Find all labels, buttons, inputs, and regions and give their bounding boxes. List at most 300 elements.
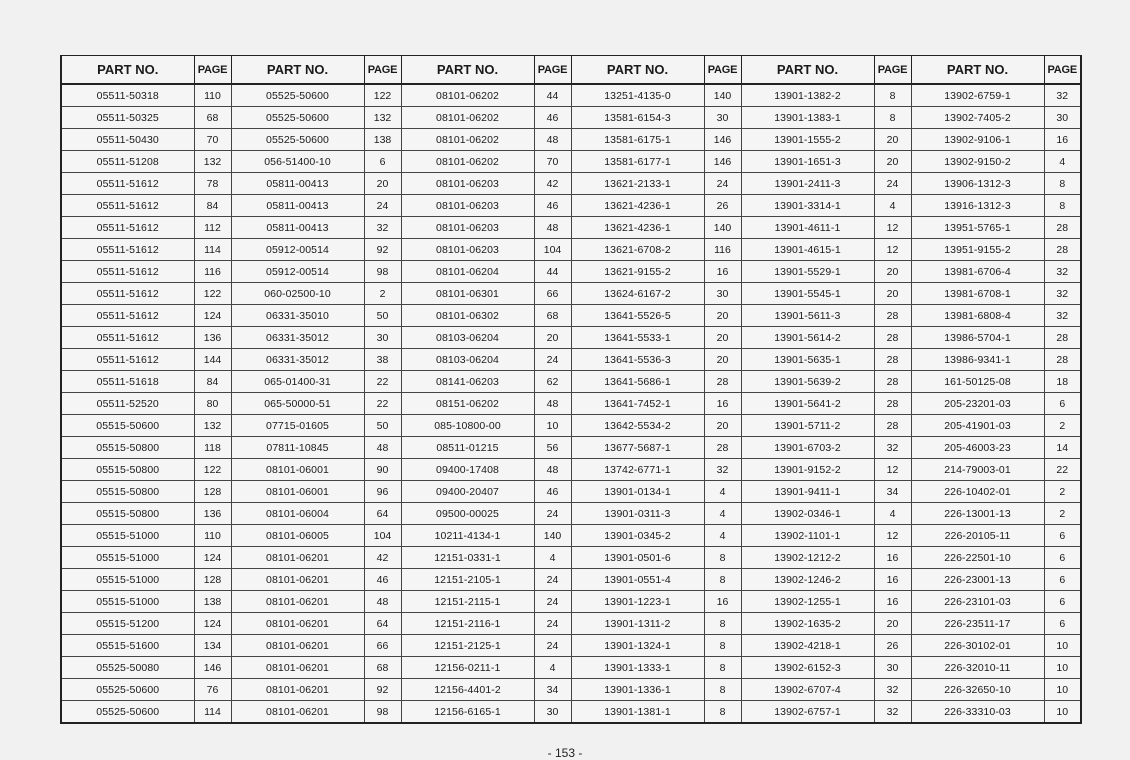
page-cell: 114 <box>194 701 231 724</box>
part-number-cell: 05511-51612 <box>61 195 194 217</box>
page-cell: 28 <box>874 349 911 371</box>
part-number-cell: 226-20105-11 <box>911 525 1044 547</box>
part-number-cell: 08101-06202 <box>401 129 534 151</box>
part-number-cell: 13901-0501-6 <box>571 547 704 569</box>
table-row <box>61 129 1081 151</box>
table-body <box>61 84 1081 723</box>
part-number-cell: 13641-5526-5 <box>571 305 704 327</box>
part-number-cell: 13621-4236-1 <box>571 195 704 217</box>
part-number-cell: 12151-2125-1 <box>401 635 534 657</box>
page-cell: 10 <box>1044 635 1081 657</box>
part-number-cell: 08101-06201 <box>231 701 364 724</box>
page-cell: 46 <box>534 107 571 129</box>
page-cell: 2 <box>1044 503 1081 525</box>
page-cell: 124 <box>194 613 231 635</box>
part-number-cell: 13901-5545-1 <box>741 283 874 305</box>
part-number-cell: 226-23101-03 <box>911 591 1044 613</box>
part-number-cell: 12151-2105-1 <box>401 569 534 591</box>
table-row <box>61 84 1081 107</box>
part-number-cell: 06331-35012 <box>231 327 364 349</box>
page-cell: 6 <box>1044 393 1081 415</box>
part-number-cell: 226-23511-17 <box>911 613 1044 635</box>
part-number-cell: 05511-50318 <box>61 84 194 107</box>
part-number-column-header: PART NO. <box>401 56 534 85</box>
page-cell: 8 <box>704 547 741 569</box>
page-cell: 4 <box>534 657 571 679</box>
page-cell: 92 <box>364 679 401 701</box>
page-cell: 28 <box>874 327 911 349</box>
part-number-cell: 09400-17408 <box>401 459 534 481</box>
part-number-cell: 13901-9152-2 <box>741 459 874 481</box>
part-number-cell: 07715-01605 <box>231 415 364 437</box>
page-cell: 16 <box>874 569 911 591</box>
page-cell: 6 <box>1044 569 1081 591</box>
part-number-cell: 05511-50430 <box>61 129 194 151</box>
part-number-cell: 12151-2116-1 <box>401 613 534 635</box>
page-cell: 122 <box>194 283 231 305</box>
page-cell: 20 <box>874 261 911 283</box>
part-number-cell: 13902-9150-2 <box>911 151 1044 173</box>
page-cell: 6 <box>1044 613 1081 635</box>
page-cell: 114 <box>194 239 231 261</box>
part-number-cell: 05515-50800 <box>61 481 194 503</box>
page-cell: 14 <box>1044 437 1081 459</box>
part-number-cell: 05511-52520 <box>61 393 194 415</box>
part-number-cell: 13951-5765-1 <box>911 217 1044 239</box>
part-number-cell: 13901-1223-1 <box>571 591 704 613</box>
table-row <box>61 349 1081 371</box>
page-cell: 68 <box>364 657 401 679</box>
page-cell: 28 <box>874 305 911 327</box>
page-cell: 134 <box>194 635 231 657</box>
part-number-cell: 13642-5534-2 <box>571 415 704 437</box>
page-cell: 136 <box>194 503 231 525</box>
page-cell: 32 <box>874 679 911 701</box>
part-number-cell: 06331-35010 <box>231 305 364 327</box>
page-cell: 16 <box>704 591 741 613</box>
page-cell: 146 <box>194 657 231 679</box>
page-cell: 4 <box>704 525 741 547</box>
part-number-cell: 13902-6152-3 <box>741 657 874 679</box>
table-row <box>61 437 1081 459</box>
part-number-cell: 05515-50800 <box>61 459 194 481</box>
page-cell: 122 <box>364 84 401 107</box>
page-cell: 8 <box>704 635 741 657</box>
page-cell: 32 <box>1044 283 1081 305</box>
page-cell: 132 <box>364 107 401 129</box>
part-number-cell: 205-41901-03 <box>911 415 1044 437</box>
part-number-cell: 13902-6707-4 <box>741 679 874 701</box>
part-number-cell: 08103-06204 <box>401 327 534 349</box>
table-row <box>61 327 1081 349</box>
part-number-cell: 13902-0346-1 <box>741 503 874 525</box>
part-number-cell: 07811-10845 <box>231 437 364 459</box>
page-cell: 118 <box>194 437 231 459</box>
page-cell: 20 <box>704 415 741 437</box>
page-cell: 32 <box>1044 84 1081 107</box>
page-cell: 2 <box>1044 481 1081 503</box>
page-cell: 28 <box>1044 239 1081 261</box>
part-number-cell: 05912-00514 <box>231 239 364 261</box>
table-row <box>61 305 1081 327</box>
part-number-cell: 056-51400-10 <box>231 151 364 173</box>
page-cell: 20 <box>874 283 911 305</box>
table-row <box>61 283 1081 305</box>
part-number-cell: 13902-9106-1 <box>911 129 1044 151</box>
part-number-cell: 05525-50600 <box>231 84 364 107</box>
page-cell: 28 <box>874 415 911 437</box>
page-cell: 16 <box>1044 129 1081 151</box>
page-cell: 116 <box>194 261 231 283</box>
part-number-cell: 05511-51612 <box>61 239 194 261</box>
part-number-cell: 085-10800-00 <box>401 415 534 437</box>
table-row <box>61 701 1081 724</box>
page-cell: 64 <box>364 503 401 525</box>
table-header <box>61 56 1081 85</box>
part-number-cell: 09500-00025 <box>401 503 534 525</box>
part-number-cell: 161-50125-08 <box>911 371 1044 393</box>
page-cell: 6 <box>1044 591 1081 613</box>
page-cell: 8 <box>1044 173 1081 195</box>
table-row <box>61 151 1081 173</box>
page-cell: 34 <box>874 481 911 503</box>
page-cell: 46 <box>534 195 571 217</box>
part-number-column-header: PART NO. <box>61 56 194 85</box>
part-number-cell: 08101-06004 <box>231 503 364 525</box>
page-cell: 48 <box>534 217 571 239</box>
part-number-cell: 226-32650-10 <box>911 679 1044 701</box>
table-row <box>61 613 1081 635</box>
part-number-cell: 13581-6154-3 <box>571 107 704 129</box>
part-number-cell: 13901-1381-1 <box>571 701 704 724</box>
part-number-cell: 13902-6757-1 <box>741 701 874 724</box>
page-cell: 124 <box>194 547 231 569</box>
part-number-cell: 05515-51000 <box>61 591 194 613</box>
page-cell: 46 <box>534 481 571 503</box>
page-cell: 10 <box>1044 679 1081 701</box>
page-cell: 24 <box>534 613 571 635</box>
page-cell: 110 <box>194 525 231 547</box>
page-cell: 16 <box>704 393 741 415</box>
page-cell: 46 <box>364 569 401 591</box>
page-cell: 128 <box>194 481 231 503</box>
part-number-cell: 13901-1383-1 <box>741 107 874 129</box>
page-cell: 12 <box>874 459 911 481</box>
page-cell: 98 <box>364 701 401 724</box>
page-cell: 6 <box>1044 547 1081 569</box>
page-column-header: PAGE <box>704 56 741 85</box>
part-number-cell: 08101-06203 <box>401 195 534 217</box>
page-cell: 62 <box>534 371 571 393</box>
table-row <box>61 173 1081 195</box>
part-number-cell: 13902-6759-1 <box>911 84 1044 107</box>
part-number-cell: 08101-06203 <box>401 173 534 195</box>
part-number-cell: 13902-1255-1 <box>741 591 874 613</box>
page-cell: 8 <box>704 657 741 679</box>
part-number-cell: 08101-06202 <box>401 84 534 107</box>
page-cell: 112 <box>194 217 231 239</box>
part-number-cell: 13986-9341-1 <box>911 349 1044 371</box>
part-number-cell: 05511-51612 <box>61 305 194 327</box>
part-number-cell: 05525-50600 <box>61 701 194 724</box>
page-cell: 66 <box>364 635 401 657</box>
part-number-cell: 13902-1246-2 <box>741 569 874 591</box>
table-row <box>61 503 1081 525</box>
page-cell: 22 <box>364 371 401 393</box>
part-number-cell: 05511-51612 <box>61 173 194 195</box>
part-number-cell: 05511-51208 <box>61 151 194 173</box>
page-column-header: PAGE <box>534 56 571 85</box>
part-number-cell: 13641-5533-1 <box>571 327 704 349</box>
page-cell: 20 <box>874 613 911 635</box>
part-number-cell: 214-79003-01 <box>911 459 1044 481</box>
part-number-cell: 05811-00413 <box>231 195 364 217</box>
part-number-cell: 12151-2115-1 <box>401 591 534 613</box>
page-cell: 8 <box>704 569 741 591</box>
page-column-header: PAGE <box>874 56 911 85</box>
table-row <box>61 657 1081 679</box>
part-number-cell: 08101-06301 <box>401 283 534 305</box>
part-number-cell: 13902-1635-2 <box>741 613 874 635</box>
part-number-cell: 13902-1101-1 <box>741 525 874 547</box>
part-number-cell: 05511-51612 <box>61 349 194 371</box>
page-cell: 22 <box>1044 459 1081 481</box>
page-cell: 48 <box>364 437 401 459</box>
page-cell: 16 <box>874 547 911 569</box>
part-number-cell: 226-32010-11 <box>911 657 1044 679</box>
page-column-header: PAGE <box>364 56 401 85</box>
page-cell: 44 <box>534 84 571 107</box>
page-cell: 2 <box>1044 415 1081 437</box>
page-cell: 30 <box>704 107 741 129</box>
page-cell: 8 <box>704 679 741 701</box>
part-number-cell: 05525-50080 <box>61 657 194 679</box>
part-number-cell: 13901-9411-1 <box>741 481 874 503</box>
part-number-cell: 13641-7452-1 <box>571 393 704 415</box>
part-number-cell: 13901-0551-4 <box>571 569 704 591</box>
page-cell: 84 <box>194 371 231 393</box>
page-cell: 8 <box>704 613 741 635</box>
page-cell: 12 <box>874 525 911 547</box>
part-number-cell: 13901-1324-1 <box>571 635 704 657</box>
part-number-cell: 13901-1555-2 <box>741 129 874 151</box>
part-number-cell: 13624-6167-2 <box>571 283 704 305</box>
page-cell: 28 <box>1044 217 1081 239</box>
page-cell: 78 <box>194 173 231 195</box>
page-cell: 16 <box>704 261 741 283</box>
page-cell: 128 <box>194 569 231 591</box>
page-cell: 24 <box>704 173 741 195</box>
page-cell: 140 <box>534 525 571 547</box>
parts-index-table <box>60 55 1082 724</box>
part-number-cell: 08101-06201 <box>231 657 364 679</box>
page-cell: 32 <box>1044 305 1081 327</box>
part-number-cell: 05511-51612 <box>61 261 194 283</box>
part-number-cell: 060-02500-10 <box>231 283 364 305</box>
page-cell: 104 <box>534 239 571 261</box>
page-cell: 24 <box>364 195 401 217</box>
part-number-cell: 08103-06204 <box>401 349 534 371</box>
page-cell: 76 <box>194 679 231 701</box>
page-cell: 34 <box>534 679 571 701</box>
table-row <box>61 569 1081 591</box>
page-cell: 96 <box>364 481 401 503</box>
part-number-cell: 08101-06202 <box>401 107 534 129</box>
part-number-cell: 226-23001-13 <box>911 569 1044 591</box>
part-number-cell: 13902-7405-2 <box>911 107 1044 129</box>
part-number-cell: 13901-5635-1 <box>741 349 874 371</box>
part-number-cell: 13901-5529-1 <box>741 261 874 283</box>
part-number-cell: 13901-5611-3 <box>741 305 874 327</box>
part-number-cell: 05511-51618 <box>61 371 194 393</box>
page-cell: 20 <box>704 349 741 371</box>
part-number-cell: 08151-06202 <box>401 393 534 415</box>
part-number-cell: 13621-6708-2 <box>571 239 704 261</box>
page-cell: 20 <box>534 327 571 349</box>
page-cell: 4 <box>874 503 911 525</box>
part-number-cell: 10211-4134-1 <box>401 525 534 547</box>
page-cell: 24 <box>534 635 571 657</box>
part-number-cell: 13901-1382-2 <box>741 84 874 107</box>
part-number-cell: 05515-50800 <box>61 503 194 525</box>
page-cell: 32 <box>874 701 911 724</box>
table-row <box>61 393 1081 415</box>
page-cell: 50 <box>364 415 401 437</box>
part-number-cell: 13901-5614-2 <box>741 327 874 349</box>
part-number-cell: 13901-0345-2 <box>571 525 704 547</box>
part-number-cell: 13901-5641-2 <box>741 393 874 415</box>
page-cell: 4 <box>1044 151 1081 173</box>
page-cell: 20 <box>874 151 911 173</box>
page-cell: 10 <box>534 415 571 437</box>
page-cell: 18 <box>1044 371 1081 393</box>
part-number-cell: 065-50000-51 <box>231 393 364 415</box>
page-cell: 90 <box>364 459 401 481</box>
page-cell: 20 <box>874 129 911 151</box>
page-cell: 12 <box>874 239 911 261</box>
part-number-cell: 08101-06203 <box>401 239 534 261</box>
page-cell: 64 <box>364 613 401 635</box>
page-cell: 20 <box>364 173 401 195</box>
page-cell: 116 <box>704 239 741 261</box>
page-cell: 6 <box>1044 525 1081 547</box>
part-number-cell: 08101-06005 <box>231 525 364 547</box>
part-number-cell: 13621-9155-2 <box>571 261 704 283</box>
part-number-cell: 13742-6771-1 <box>571 459 704 481</box>
page-cell: 24 <box>534 503 571 525</box>
page-cell: 66 <box>534 283 571 305</box>
part-number-cell: 13251-4135-0 <box>571 84 704 107</box>
page-cell: 10 <box>1044 657 1081 679</box>
part-number-cell: 05912-00514 <box>231 261 364 283</box>
page-cell: 12 <box>874 217 911 239</box>
page-cell: 84 <box>194 195 231 217</box>
page-cell: 28 <box>704 371 741 393</box>
page-cell: 48 <box>534 393 571 415</box>
table-row <box>61 261 1081 283</box>
page-cell: 30 <box>704 283 741 305</box>
page-cell: 44 <box>534 261 571 283</box>
table-row <box>61 107 1081 129</box>
table-row <box>61 481 1081 503</box>
part-number-cell: 226-10402-01 <box>911 481 1044 503</box>
part-number-column-header: PART NO. <box>571 56 704 85</box>
part-number-cell: 05811-00413 <box>231 217 364 239</box>
part-number-cell: 09400-20407 <box>401 481 534 503</box>
page-cell: 146 <box>704 151 741 173</box>
page-cell: 28 <box>704 437 741 459</box>
page-cell: 32 <box>704 459 741 481</box>
part-number-cell: 13621-4236-1 <box>571 217 704 239</box>
page-cell: 140 <box>704 84 741 107</box>
page-cell: 28 <box>1044 327 1081 349</box>
part-number-cell: 13916-1312-3 <box>911 195 1044 217</box>
page-cell: 2 <box>364 283 401 305</box>
part-number-cell: 05525-50600 <box>231 129 364 151</box>
part-number-cell: 05515-51000 <box>61 525 194 547</box>
part-number-cell: 05811-00413 <box>231 173 364 195</box>
page-cell: 138 <box>194 591 231 613</box>
page-cell: 8 <box>874 84 911 107</box>
page-cell: 56 <box>534 437 571 459</box>
table-row <box>61 525 1081 547</box>
page-cell: 8 <box>874 107 911 129</box>
part-number-cell: 13901-5639-2 <box>741 371 874 393</box>
part-number-column-header: PART NO. <box>911 56 1044 85</box>
page-cell: 10 <box>1044 701 1081 724</box>
page-cell: 68 <box>534 305 571 327</box>
page-cell: 80 <box>194 393 231 415</box>
page-cell: 32 <box>1044 261 1081 283</box>
part-number-column-header: PART NO. <box>741 56 874 85</box>
page-cell: 8 <box>704 701 741 724</box>
page-cell: 26 <box>874 635 911 657</box>
page-cell: 8 <box>1044 195 1081 217</box>
part-number-cell: 08101-06202 <box>401 151 534 173</box>
page-cell: 132 <box>194 151 231 173</box>
part-number-cell: 13981-6706-4 <box>911 261 1044 283</box>
part-number-cell: 13901-1336-1 <box>571 679 704 701</box>
header-row <box>61 56 1081 85</box>
table-row <box>61 239 1081 261</box>
table-row <box>61 415 1081 437</box>
part-number-cell: 05515-50600 <box>61 415 194 437</box>
part-number-cell: 13902-4218-1 <box>741 635 874 657</box>
table-row <box>61 591 1081 613</box>
part-number-cell: 05515-51000 <box>61 547 194 569</box>
page-column-header: PAGE <box>194 56 231 85</box>
page-cell: 48 <box>534 129 571 151</box>
part-number-cell: 226-13001-13 <box>911 503 1044 525</box>
part-number-cell: 08101-06001 <box>231 481 364 503</box>
part-number-cell: 12156-6165-1 <box>401 701 534 724</box>
table-row <box>61 679 1081 701</box>
part-number-cell: 05511-50325 <box>61 107 194 129</box>
part-number-cell: 13901-5711-2 <box>741 415 874 437</box>
page-cell: 26 <box>704 195 741 217</box>
page-cell: 38 <box>364 349 401 371</box>
table-row <box>61 635 1081 657</box>
part-number-cell: 13901-0134-1 <box>571 481 704 503</box>
page-cell: 4 <box>704 481 741 503</box>
page-cell: 42 <box>364 547 401 569</box>
part-number-cell: 05525-50600 <box>61 679 194 701</box>
part-number-cell: 13981-6808-4 <box>911 305 1044 327</box>
page-cell: 70 <box>194 129 231 151</box>
part-number-column-header: PART NO. <box>231 56 364 85</box>
part-number-cell: 13901-4615-1 <box>741 239 874 261</box>
page-cell: 42 <box>534 173 571 195</box>
